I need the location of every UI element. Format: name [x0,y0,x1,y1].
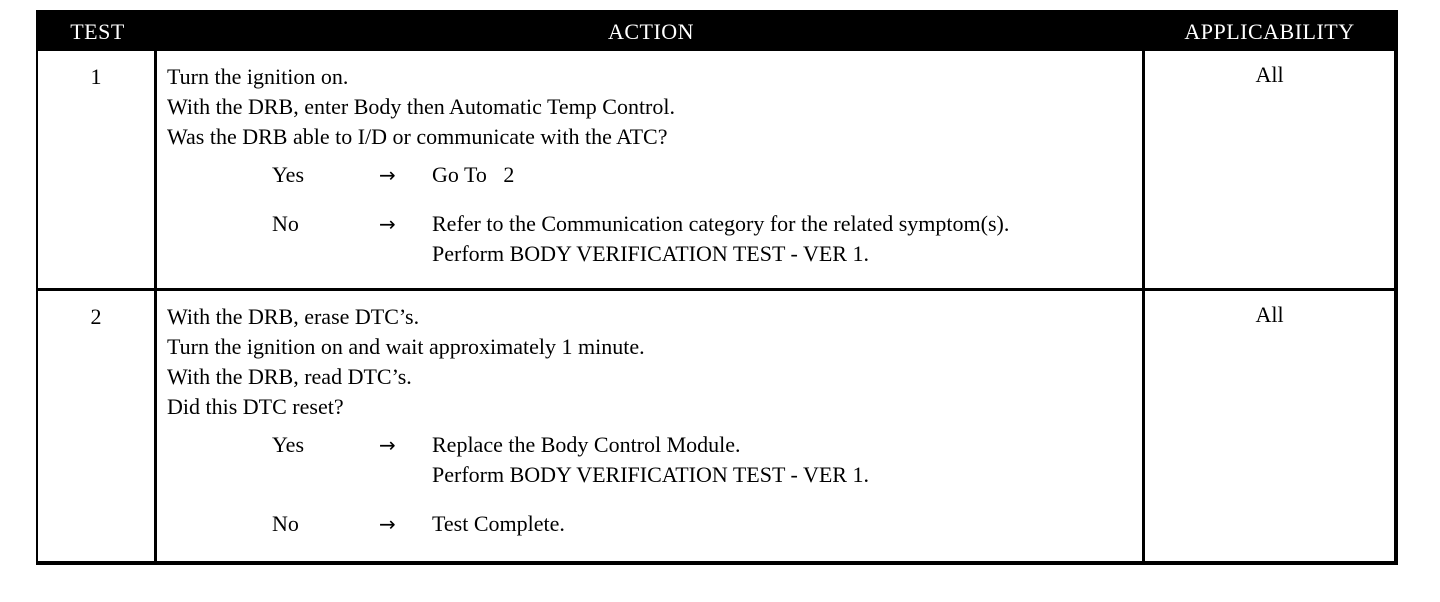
result-line: Refer to the Communication category for the related symptom(s). [432,211,1010,236]
result-line: Test Complete. [432,511,565,536]
right-arrow-icon: → [379,212,396,236]
action-step: Was the DRB able to I/D or communicate with the ATC? [167,124,668,149]
answer-options [167,430,1142,539]
right-arrow-icon: → [379,512,396,536]
action-cell [157,51,1145,288]
test-number: 1 [38,51,157,288]
table-header [38,12,1394,51]
applicability-cell: All [1255,62,1284,87]
header-action: ACTION [607,18,695,44]
result-line: Perform BODY VERIFICATION TEST - VER 1. [432,462,869,487]
answer-label: Yes [272,432,305,457]
answer-option-no [167,509,1142,539]
result-line: Perform BODY VERIFICATION TEST - VER 1. [432,241,869,266]
action-step: Did this DTC reset? [167,394,344,419]
header-applicability: APPLICABILITY [1184,18,1355,44]
diagnostic-test-table [36,10,1398,565]
answer-options [167,160,1142,269]
table-row [38,288,1394,561]
applicability-cell: All [1255,302,1284,327]
answer-option-yes [167,160,1142,190]
action-step: Turn the ignition on. [167,64,349,89]
answer-result [432,209,1142,269]
right-arrow-icon: → [379,433,396,457]
table-row [38,51,1394,288]
answer-result [432,160,1142,190]
answer-option-no [167,209,1142,269]
header-test: TEST [70,18,125,44]
answer-label: No [272,511,299,536]
action-step: With the DRB, read DTC’s. [167,364,412,389]
action-cell [157,291,1145,561]
answer-label: Yes [272,162,305,187]
test-number: 2 [38,291,157,561]
answer-label: No [272,211,299,236]
answer-result [432,509,1142,539]
result-line: Replace the Body Control Module. [432,432,741,457]
action-step: Turn the ignition on and wait approximately 1 minute. [167,334,645,359]
answer-result [432,430,1142,490]
action-step: With the DRB, erase DTC’s. [167,304,420,329]
action-step: With the DRB, enter Body then Automatic Temp Control. [167,94,675,119]
right-arrow-icon: → [379,163,396,187]
answer-option-yes [167,430,1142,490]
result-line: Go To 2 [432,162,515,187]
